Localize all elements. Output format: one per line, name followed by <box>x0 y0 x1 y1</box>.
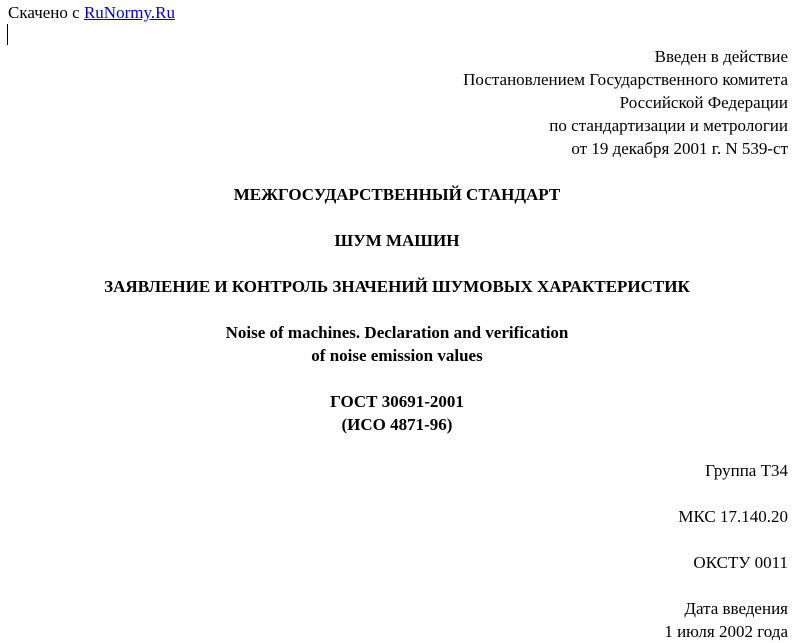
approval-line-4: по стандартизации и метрологии <box>549 116 788 135</box>
group-code: Группа Т34 <box>705 461 788 480</box>
okstu-code: ОКСТУ 0011 <box>693 553 788 572</box>
iso-code: (ИСО 4871-96) <box>341 415 453 434</box>
download-prefix: Скачено с <box>8 3 80 22</box>
standard-kind: МЕЖГОСУДАРСТВЕННЫЙ СТАНДАРТ <box>233 185 561 204</box>
english-title-line-2: of noise emission values <box>311 346 483 365</box>
download-source <box>8 1 175 24</box>
approval-line-3: Российской Федерации <box>619 93 788 112</box>
site-link[interactable]: RuNormy.Ru <box>83 3 175 22</box>
mks-code: МКС 17.140.20 <box>678 507 788 526</box>
english-title-line-1: Noise of machines. Declaration and verification <box>225 323 569 342</box>
text-cursor <box>7 24 8 45</box>
intro-date-label: Дата введения <box>684 599 788 618</box>
approval-line-5: от 19 декабря 2001 г. N 539-ст <box>571 139 788 158</box>
approval-line-2: Постановлением Государственного комитета <box>463 70 788 89</box>
intro-date-value: 1 июля 2002 года <box>664 622 788 641</box>
approval-line-1: Введен в действие <box>654 47 788 66</box>
standard-name: ЗАЯВЛЕНИЕ И КОНТРОЛЬ ЗНАЧЕНИЙ ШУМОВЫХ ХАРАКТЕРИСТИК <box>104 277 690 296</box>
standard-subject: ШУМ МАШИН <box>334 231 460 250</box>
standard-code: ГОСТ 30691-2001 <box>330 392 464 411</box>
